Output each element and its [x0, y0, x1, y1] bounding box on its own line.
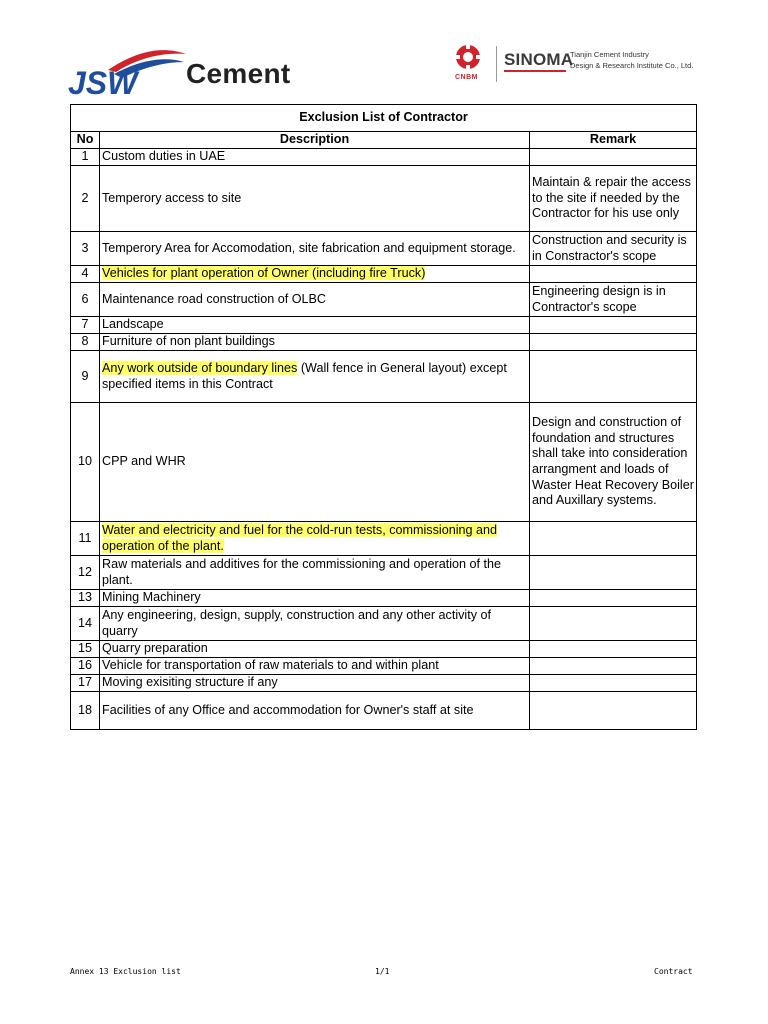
row-description: Maintenance road construction of OLBC	[100, 283, 530, 317]
table-title: Exclusion List of Contractor	[71, 105, 697, 132]
table-row	[71, 166, 697, 232]
cnbm-sinoma-logo	[452, 42, 712, 88]
row-description: Facilities of any Office and accommodation for Owner's staff at site	[100, 692, 530, 730]
sinoma-wordmark: SINOMA	[504, 50, 574, 69]
row-number: 10	[71, 403, 100, 522]
row-number: 7	[71, 317, 100, 334]
footer-right: Contract	[654, 967, 693, 976]
institute-name-line1: Tianjin Cement Industry	[570, 50, 649, 59]
row-number: 12	[71, 556, 100, 590]
row-description: Landscape	[100, 317, 530, 334]
row-number: 6	[71, 283, 100, 317]
row-description: Quarry preparation	[100, 641, 530, 658]
description-rest: (Wall fence in General layout) except specified items in this Contract	[102, 360, 507, 391]
table-row	[71, 351, 697, 403]
row-description	[100, 351, 530, 403]
row-remark	[530, 351, 697, 403]
row-number: 17	[71, 675, 100, 692]
row-remark	[530, 317, 697, 334]
row-number: 18	[71, 692, 100, 730]
row-description: Custom duties in UAE	[100, 149, 530, 166]
highlighted-text: Any work outside of boundary lines	[102, 360, 298, 375]
highlighted-text: Water and electricity and fuel for the cold-run tests, commissioning and operation of the plant.	[102, 522, 498, 553]
table-row	[71, 675, 697, 692]
column-header-remark: Remark	[530, 132, 697, 149]
jsw-cement-logo	[68, 48, 308, 98]
row-number: 9	[71, 351, 100, 403]
row-remark	[530, 334, 697, 351]
row-remark: Engineering design is in Contractor's scope	[530, 283, 697, 317]
table-row	[71, 641, 697, 658]
sinoma-underline	[504, 70, 566, 72]
exclusion-table	[70, 104, 697, 730]
table-row	[71, 590, 697, 607]
row-description: CPP and WHR	[100, 403, 530, 522]
row-remark: Construction and security is in Constractor's scope	[530, 232, 697, 266]
row-description: Temperory access to site	[100, 166, 530, 232]
table-row	[71, 658, 697, 675]
footer-page-number: 1/1	[375, 967, 390, 976]
row-number: 2	[71, 166, 100, 232]
row-remark	[530, 692, 697, 730]
cement-wordmark: Cement	[186, 58, 291, 89]
row-number: 3	[71, 232, 100, 266]
footer-left: Annex 13 Exclusion list	[70, 967, 181, 976]
highlighted-text: Vehicles for plant operation of Owner (including fire Truck)	[102, 266, 426, 281]
table-row	[71, 522, 697, 556]
table-row	[71, 232, 697, 266]
row-number: 13	[71, 590, 100, 607]
row-remark	[530, 266, 697, 283]
row-remark	[530, 522, 697, 556]
row-description	[100, 266, 530, 283]
table-row	[71, 403, 697, 522]
column-header-no: No	[71, 132, 100, 149]
row-description: Raw materials and additives for the commissioning and operation of the plant.	[100, 556, 530, 590]
row-description: Moving exisiting structure if any	[100, 675, 530, 692]
title-row	[71, 105, 697, 132]
institute-name-line2: Design & Research Institute Co., Ltd.	[570, 61, 694, 70]
row-remark	[530, 675, 697, 692]
row-number: 11	[71, 522, 100, 556]
column-header-description: Description	[100, 132, 530, 149]
table-row	[71, 283, 697, 317]
row-description	[100, 522, 530, 556]
row-remark	[530, 658, 697, 675]
table-row	[71, 266, 697, 283]
row-description: Temperory Area for Accomodation, site fabrication and equipment storage.	[100, 232, 530, 266]
svg-text:JSW: JSW	[68, 65, 138, 98]
row-description: Any engineering, design, supply, construction and any other activity of quarry	[100, 607, 530, 641]
row-remark	[530, 590, 697, 607]
table-row	[71, 317, 697, 334]
table-row	[71, 607, 697, 641]
table-row	[71, 334, 697, 351]
header-row	[71, 132, 697, 149]
row-number: 14	[71, 607, 100, 641]
row-remark	[530, 149, 697, 166]
jsw-logo-mark	[68, 48, 188, 98]
row-remark: Maintain & repair the access to the site if needed by the Contractor for his use only	[530, 166, 697, 232]
table-row	[71, 692, 697, 730]
row-description: Vehicle for transportation of raw materials to and within plant	[100, 658, 530, 675]
row-remark	[530, 641, 697, 658]
cnbm-label: CNBM	[455, 74, 478, 81]
row-number: 8	[71, 334, 100, 351]
row-remark	[530, 607, 697, 641]
row-description: Mining Machinery	[100, 590, 530, 607]
cnbm-logo-icon	[452, 42, 484, 88]
row-number: 1	[71, 149, 100, 166]
row-number: 16	[71, 658, 100, 675]
logo-divider	[496, 46, 497, 82]
row-remark	[530, 556, 697, 590]
row-description: Furniture of non plant buildings	[100, 334, 530, 351]
row-remark: Design and construction of foundation and structures shall take into consideration arrangment and loads of Waster Heat Recovery Boiler and Auxillary systems.	[530, 403, 697, 522]
row-number: 15	[71, 641, 100, 658]
table-row	[71, 149, 697, 166]
table-row	[71, 556, 697, 590]
row-number: 4	[71, 266, 100, 283]
